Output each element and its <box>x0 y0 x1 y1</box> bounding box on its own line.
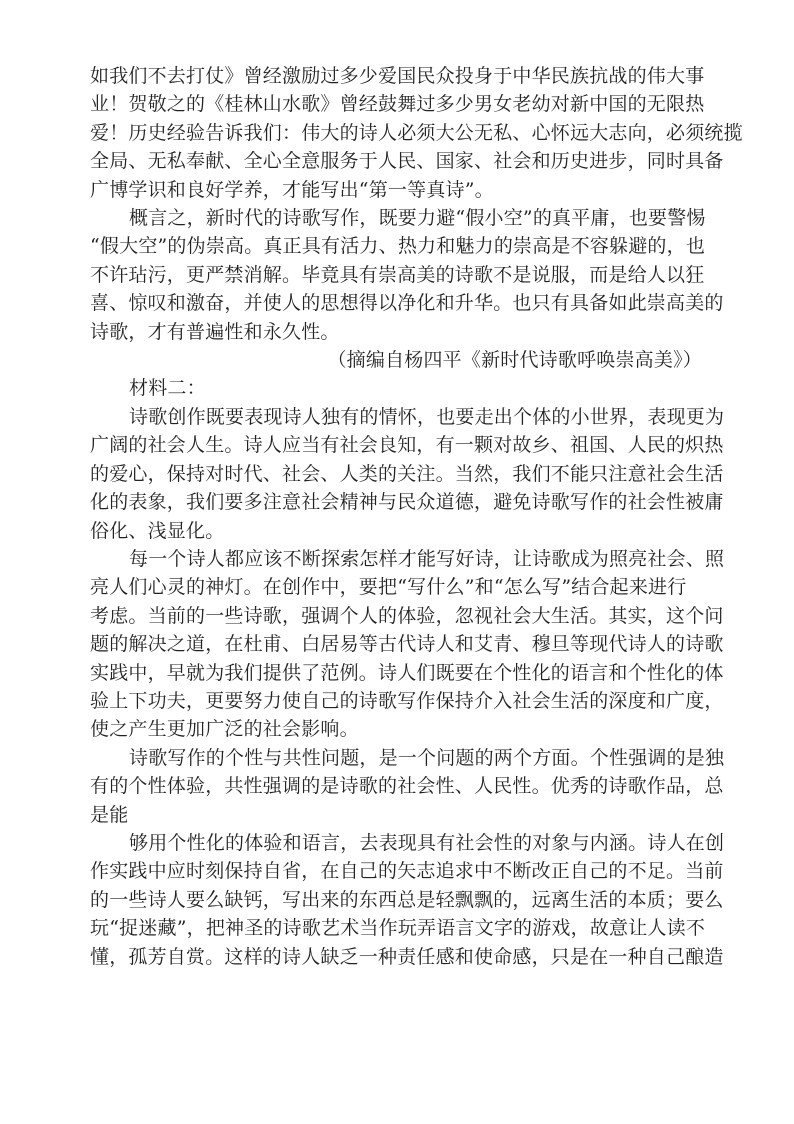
text-line: 作实践中应时刻保持自省，在自己的矢志追求中不断改正自己的不足。当前 <box>90 860 724 883</box>
text-line: 俗化、浅显化。 <box>90 519 225 542</box>
text-line: 的爱心，保持对时代、社会、人类的关注。当然，我们不能只注意社会生活 <box>90 462 724 485</box>
text-line: 诗歌写作的个性与共性问题，是一个问题的两个方面。个性强调的是独 <box>129 746 725 769</box>
text-line: 喜、惊叹和激奋，并使人的思想得以净化和升华。也只有具备如此崇高美的 <box>90 292 724 315</box>
text-line: 化的表象，我们要多注意社会精神与民众道德，避免诗歌写作的社会性被庸 <box>90 491 724 514</box>
text-line: 的一些诗人要么缺钙，写出来的东西总是轻飘飘的，远离生活的本质；要么 <box>90 888 724 911</box>
text-line: 实践中，早就为我们提供了范例。诗人们既要在个性化的语言和个性化的体 <box>90 661 724 684</box>
text-line: 验上下功夫，更要努力使自己的诗歌写作保持介入社会生活的深度和广度， <box>90 689 724 712</box>
text-line: 诗歌，才有普遍性和永久性。 <box>90 320 340 343</box>
body-text <box>90 62 743 971</box>
text-line: 材料二： <box>129 377 206 400</box>
text-line: 有的个性体验，共性强调的是诗歌的社会性、人民性。优秀的诗歌作品，总 <box>90 775 724 798</box>
text-line: 不许玷污，更严禁消解。毕竟具有崇高美的诗歌不是说服，而是给人以狂 <box>90 263 705 286</box>
text-line: “假大空”的伪崇高。真正具有活力、热力和魅力的崇高是不容躲避的，也 <box>90 235 706 258</box>
text-line: 够用个性化的体验和语言，去表现具有社会性的对象与内涵。诗人在创 <box>129 831 725 854</box>
text-line: 广博学识和良好学养，才能写出“第一等真诗”。 <box>90 178 494 201</box>
text-line: 懂，孤芳自赏。这样的诗人缺乏一种责任感和使命感，只是在一种自己酿造 <box>90 945 724 968</box>
text-line: 诗歌创作既要表现诗人独有的情怀，也要走出个体的小世界，表现更为 <box>129 405 725 428</box>
text-line: 玩“捉迷藏”，把神圣的诗歌艺术当作玩弄语言文字的游戏，故意让人读不 <box>90 917 706 940</box>
source-citation: （摘编自杨四平《新时代诗歌呼唤崇高美》） <box>327 349 702 372</box>
text-line: 爱！历史经验告诉我们：伟大的诗人必须大公无私、心怀远大志向，必须统揽 <box>90 121 743 144</box>
text-line: 是能 <box>90 803 129 826</box>
text-line: 使之产生更加广泛的社会影响。 <box>90 718 359 741</box>
text-line: 每一个诗人都应该不断探索怎样才能写好诗，让诗歌成为照亮社会、照 <box>129 547 725 570</box>
text-line: 概言之，新时代的诗歌写作，既要力避“假小空”的真平庸，也要警惕 <box>129 207 706 230</box>
text-line: 如我们不去打仗》曾经激励过多少爱国民众投身于中华民族抗战的伟大事 <box>90 65 705 87</box>
text-line: 业！贺敬之的《桂林山水歌》曾经鼓舞过多少男女老幼对新中国的无限热 <box>90 93 705 116</box>
text-line: 广阔的社会人生。诗人应当有社会良知，有一颗对故乡、祖国、人民的炽热 <box>90 434 724 457</box>
text-line: 全局、无私奉献、全心全意服务于人民、国家、社会和历史进步，同时具备 <box>90 150 724 173</box>
text-line: 考虑。当前的一些诗歌，强调个人的体验，忽视社会大生活。其实，这个问 <box>90 604 724 627</box>
text-line: 题的解决之道，在杜甫、白居易等古代诗人和艾青、穆旦等现代诗人的诗歌 <box>90 633 724 656</box>
text-line: 亮人们心灵的神灯。在创作中，要把“写什么”和“怎么写”结合起来进行 <box>90 576 687 599</box>
